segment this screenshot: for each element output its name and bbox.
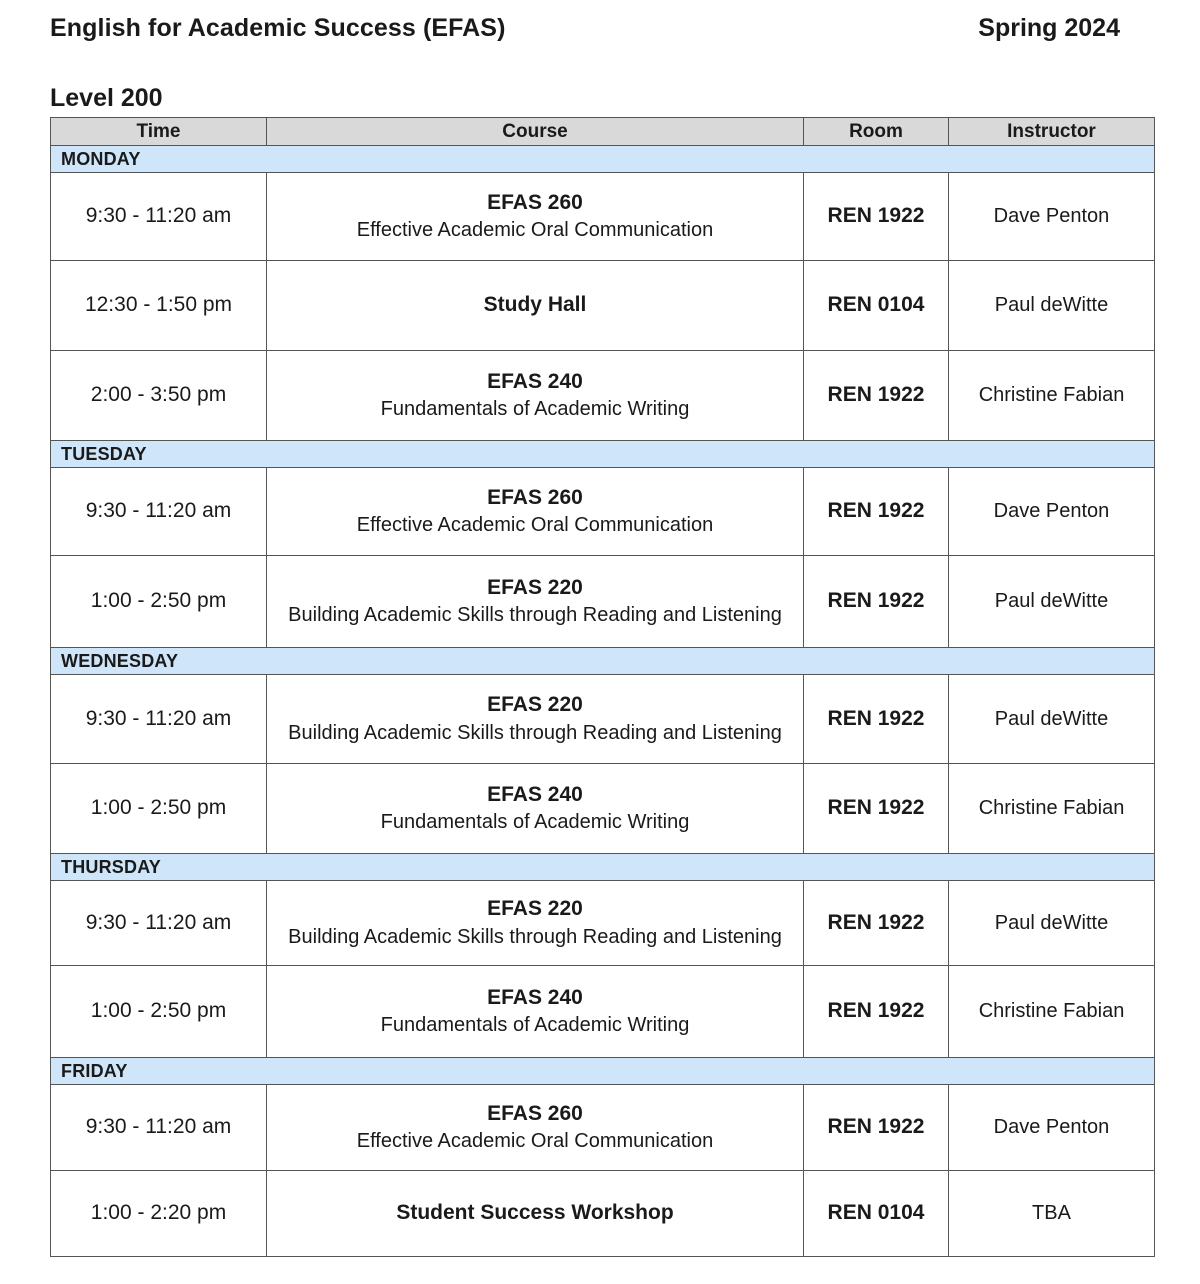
day-row bbox=[51, 441, 1155, 468]
table-row bbox=[51, 881, 1155, 966]
course-code: EFAS 220 bbox=[487, 575, 583, 599]
room-cell: REN 1922 bbox=[804, 1085, 949, 1171]
table-header-row bbox=[51, 118, 1155, 146]
schedule-body bbox=[51, 146, 1155, 1257]
term-label: Spring 2024 bbox=[978, 14, 1120, 42]
day-row bbox=[51, 146, 1155, 173]
table-row bbox=[51, 1085, 1155, 1171]
instructor-cell: TBA bbox=[949, 1171, 1155, 1257]
instructor-cell: Christine Fabian bbox=[949, 966, 1155, 1058]
course-name: Fundamentals of Academic Writing bbox=[380, 398, 690, 421]
instructor-cell: Dave Penton bbox=[949, 173, 1155, 261]
table-row bbox=[51, 173, 1155, 261]
instructor-cell: Paul deWitte bbox=[949, 675, 1155, 764]
course-code: EFAS 260 bbox=[487, 1101, 583, 1125]
document-title: English for Academic Success (EFAS) bbox=[50, 14, 506, 42]
instructor-cell: Dave Penton bbox=[949, 468, 1155, 556]
day-row bbox=[51, 854, 1155, 881]
room-cell: REN 1922 bbox=[804, 675, 949, 764]
day-row bbox=[51, 648, 1155, 675]
room-cell: REN 1922 bbox=[804, 764, 949, 854]
time-cell: 1:00 - 2:50 pm bbox=[51, 556, 267, 648]
time-cell: 9:30 - 11:20 am bbox=[51, 468, 267, 556]
table-row bbox=[51, 966, 1155, 1058]
day-label: WEDNESDAY bbox=[51, 648, 1155, 675]
time-cell: 12:30 - 1:50 pm bbox=[51, 261, 267, 351]
course-cell bbox=[267, 261, 804, 351]
course-code: EFAS 220 bbox=[487, 897, 583, 921]
column-header-instructor: Instructor bbox=[949, 118, 1155, 146]
room-cell: REN 1922 bbox=[804, 556, 949, 648]
course-name: Effective Academic Oral Communication bbox=[356, 219, 714, 242]
course-name: Fundamentals of Academic Writing bbox=[380, 811, 690, 834]
table-row bbox=[51, 261, 1155, 351]
room-cell: REN 1922 bbox=[804, 881, 949, 966]
time-cell: 9:30 - 11:20 am bbox=[51, 1085, 267, 1171]
course-cell bbox=[267, 351, 804, 441]
instructor-cell: Christine Fabian bbox=[949, 764, 1155, 854]
column-header-time: Time bbox=[51, 118, 267, 146]
course-name: Student Success Workshop bbox=[396, 1201, 674, 1225]
course-cell bbox=[267, 1171, 804, 1257]
schedule-table bbox=[50, 117, 1155, 1257]
course-cell bbox=[267, 881, 804, 966]
course-name: Effective Academic Oral Communication bbox=[356, 514, 714, 537]
room-cell: REN 1922 bbox=[804, 966, 949, 1058]
course-cell bbox=[267, 173, 804, 261]
day-row bbox=[51, 1058, 1155, 1085]
course-name: Building Academic Skills through Reading and Listening bbox=[288, 604, 782, 627]
course-cell bbox=[267, 675, 804, 764]
table-row bbox=[51, 1171, 1155, 1257]
day-label: MONDAY bbox=[51, 146, 1155, 173]
course-name: Building Academic Skills through Reading and Listening bbox=[288, 925, 782, 948]
room-cell: REN 0104 bbox=[804, 1171, 949, 1257]
table-row bbox=[51, 764, 1155, 854]
course-code: EFAS 240 bbox=[487, 985, 583, 1009]
course-cell bbox=[267, 556, 804, 648]
instructor-cell: Dave Penton bbox=[949, 1085, 1155, 1171]
instructor-cell: Paul deWitte bbox=[949, 261, 1155, 351]
room-cell: REN 0104 bbox=[804, 261, 949, 351]
course-cell bbox=[267, 468, 804, 556]
course-code: EFAS 260 bbox=[487, 485, 583, 509]
column-header-room: Room bbox=[804, 118, 949, 146]
room-cell: REN 1922 bbox=[804, 351, 949, 441]
instructor-cell: Paul deWitte bbox=[949, 881, 1155, 966]
day-label: FRIDAY bbox=[51, 1058, 1155, 1085]
course-name: Effective Academic Oral Communication bbox=[356, 1130, 714, 1153]
room-cell: REN 1922 bbox=[804, 468, 949, 556]
course-cell bbox=[267, 764, 804, 854]
table-row bbox=[51, 556, 1155, 648]
day-label: TUESDAY bbox=[51, 441, 1155, 468]
column-header-course: Course bbox=[267, 118, 804, 146]
table-row bbox=[51, 468, 1155, 556]
course-code: EFAS 220 bbox=[487, 693, 583, 717]
course-name: Study Hall bbox=[483, 293, 587, 317]
time-cell: 1:00 - 2:20 pm bbox=[51, 1171, 267, 1257]
course-cell bbox=[267, 966, 804, 1058]
table-row bbox=[51, 351, 1155, 441]
level-heading: Level 200 bbox=[50, 84, 163, 112]
time-cell: 1:00 - 2:50 pm bbox=[51, 764, 267, 854]
course-code: EFAS 260 bbox=[487, 190, 583, 214]
instructor-cell: Christine Fabian bbox=[949, 351, 1155, 441]
instructor-cell: Paul deWitte bbox=[949, 556, 1155, 648]
room-cell: REN 1922 bbox=[804, 173, 949, 261]
course-code: EFAS 240 bbox=[487, 782, 583, 806]
table-row bbox=[51, 675, 1155, 764]
time-cell: 2:00 - 3:50 pm bbox=[51, 351, 267, 441]
time-cell: 9:30 - 11:20 am bbox=[51, 173, 267, 261]
course-name: Building Academic Skills through Reading and Listening bbox=[288, 721, 782, 744]
time-cell: 1:00 - 2:50 pm bbox=[51, 966, 267, 1058]
day-label: THURSDAY bbox=[51, 854, 1155, 881]
course-name: Fundamentals of Academic Writing bbox=[380, 1014, 690, 1037]
time-cell: 9:30 - 11:20 am bbox=[51, 881, 267, 966]
course-code: EFAS 240 bbox=[487, 369, 583, 393]
course-cell bbox=[267, 1085, 804, 1171]
time-cell: 9:30 - 11:20 am bbox=[51, 675, 267, 764]
